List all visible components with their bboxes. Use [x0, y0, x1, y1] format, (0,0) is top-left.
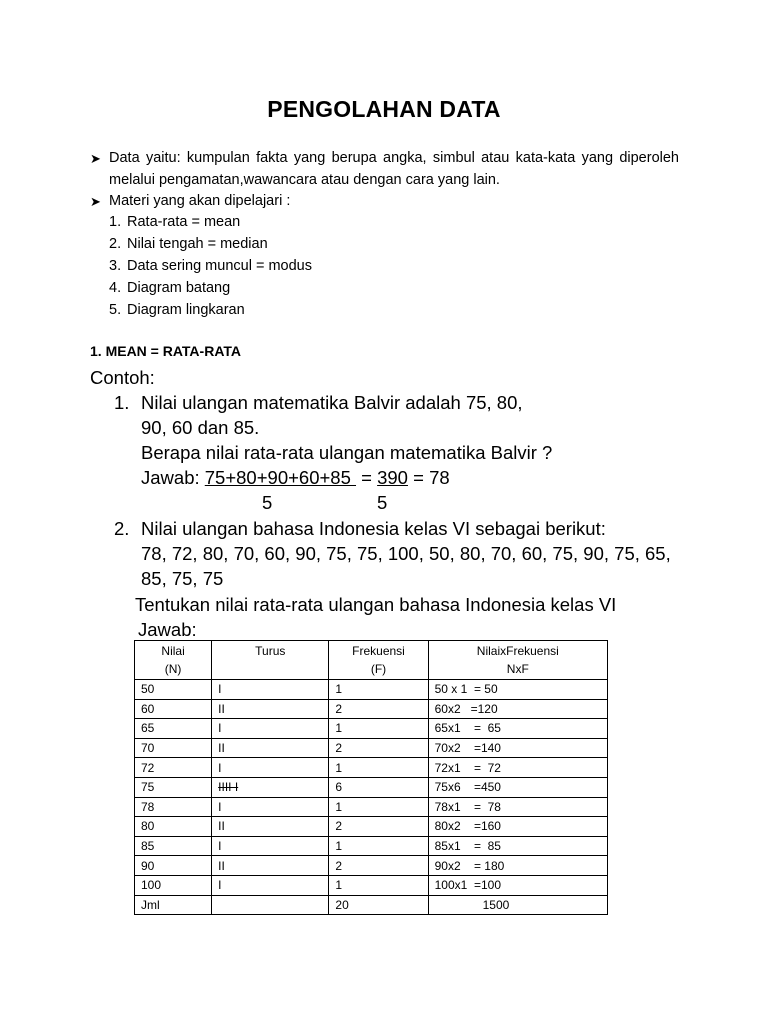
arrow-bullet-icon: ➤ — [90, 151, 101, 166]
denominator: 5 — [377, 492, 388, 513]
col-header-product: NilaixFrekuensi NxF — [428, 641, 607, 680]
table-row: 65 I 1 65x1 = 65 — [135, 719, 608, 739]
answer-label: Jawab: — [138, 619, 197, 640]
topic-item: 2. Nilai tengah = median — [109, 236, 268, 252]
example1-question: Berapa nilai rata-rata ulangan matematika Balvir ? — [141, 442, 553, 463]
col-header-frekuensi: Frekuensi (F) — [329, 641, 428, 680]
table-row: 50 I 1 50 x 1 = 50 — [135, 680, 608, 700]
example1-answer: Jawab: 75+80+90+60+85 = 390 = 78 — [141, 467, 450, 488]
contoh-label: Contoh: — [90, 367, 155, 388]
example2-values: 85, 75, 75 — [141, 568, 224, 589]
arrow-bullet-icon: ➤ — [90, 194, 101, 209]
example-number: 1. — [114, 392, 130, 413]
frequency-table — [134, 640, 608, 915]
table-row: 80 II 2 80x2 =160 — [135, 817, 608, 837]
col-header-turus: Turus — [212, 641, 329, 680]
total-frequency: 20 — [329, 895, 428, 915]
table-total-row: Jml 20 1500 — [135, 895, 608, 915]
table-row: 70 II 2 70x2 =140 — [135, 738, 608, 758]
table-row: 78 I 1 78x1 = 78 — [135, 797, 608, 817]
table-row: 75 IIII I 6 75x6 =450 — [135, 777, 608, 797]
topic-item: 5. Diagram lingkaran — [109, 302, 245, 318]
sum-value: 390 — [377, 467, 408, 488]
materials-intro: Materi yang akan dipelajari : — [109, 193, 291, 209]
table-row: 100 I 1 100x1 =100 — [135, 875, 608, 895]
denominator: 5 — [262, 492, 273, 513]
col-header-nilai: Nilai (N) — [135, 641, 212, 680]
topic-item: 1. Rata-rata = mean — [109, 214, 241, 230]
total-product: 1500 — [428, 895, 607, 915]
topic-item: 4. Diagram batang — [109, 280, 231, 296]
tally-mark: IIII I — [212, 777, 329, 797]
page-title: PENGOLAHAN DATA — [267, 96, 501, 122]
example1-line: 90, 60 dan 85. — [141, 417, 260, 438]
example2-values: 78, 72, 80, 70, 60, 90, 75, 75, 100, 50, 80, 70, 60, 75, 90, 75, 65, — [141, 543, 671, 564]
section-heading: 1. MEAN = RATA-RATA — [90, 343, 242, 359]
example-number: 2. — [114, 518, 130, 539]
table-row: 85 I 1 85x1 = 85 — [135, 836, 608, 856]
table-header-row — [135, 641, 608, 680]
definition-text: Data yaitu: kumpulan fakta yang berupa angka, simbul atau kata-kata yang diperoleh melalui pengamatan,wawancara atau dengan cara yang lain. — [109, 150, 679, 188]
example2-task: Tentukan nilai rata-rata ulangan bahasa Indonesia kelas VI — [135, 594, 617, 615]
table-row: 90 II 2 90x2 = 180 — [135, 856, 608, 876]
table-row: 60 II 2 60x2 =120 — [135, 699, 608, 719]
example2-line: Nilai ulangan bahasa Indonesia kelas VI sebagai berikut: — [141, 518, 606, 539]
topic-item: 3. Data sering muncul = modus — [109, 258, 312, 274]
numerator: 75+80+90+60+85 — [204, 467, 357, 488]
table-row: 72 I 1 72x1 = 72 — [135, 758, 608, 778]
example1-line: Nilai ulangan matematika Balvir adalah 75, 80, — [141, 392, 523, 413]
